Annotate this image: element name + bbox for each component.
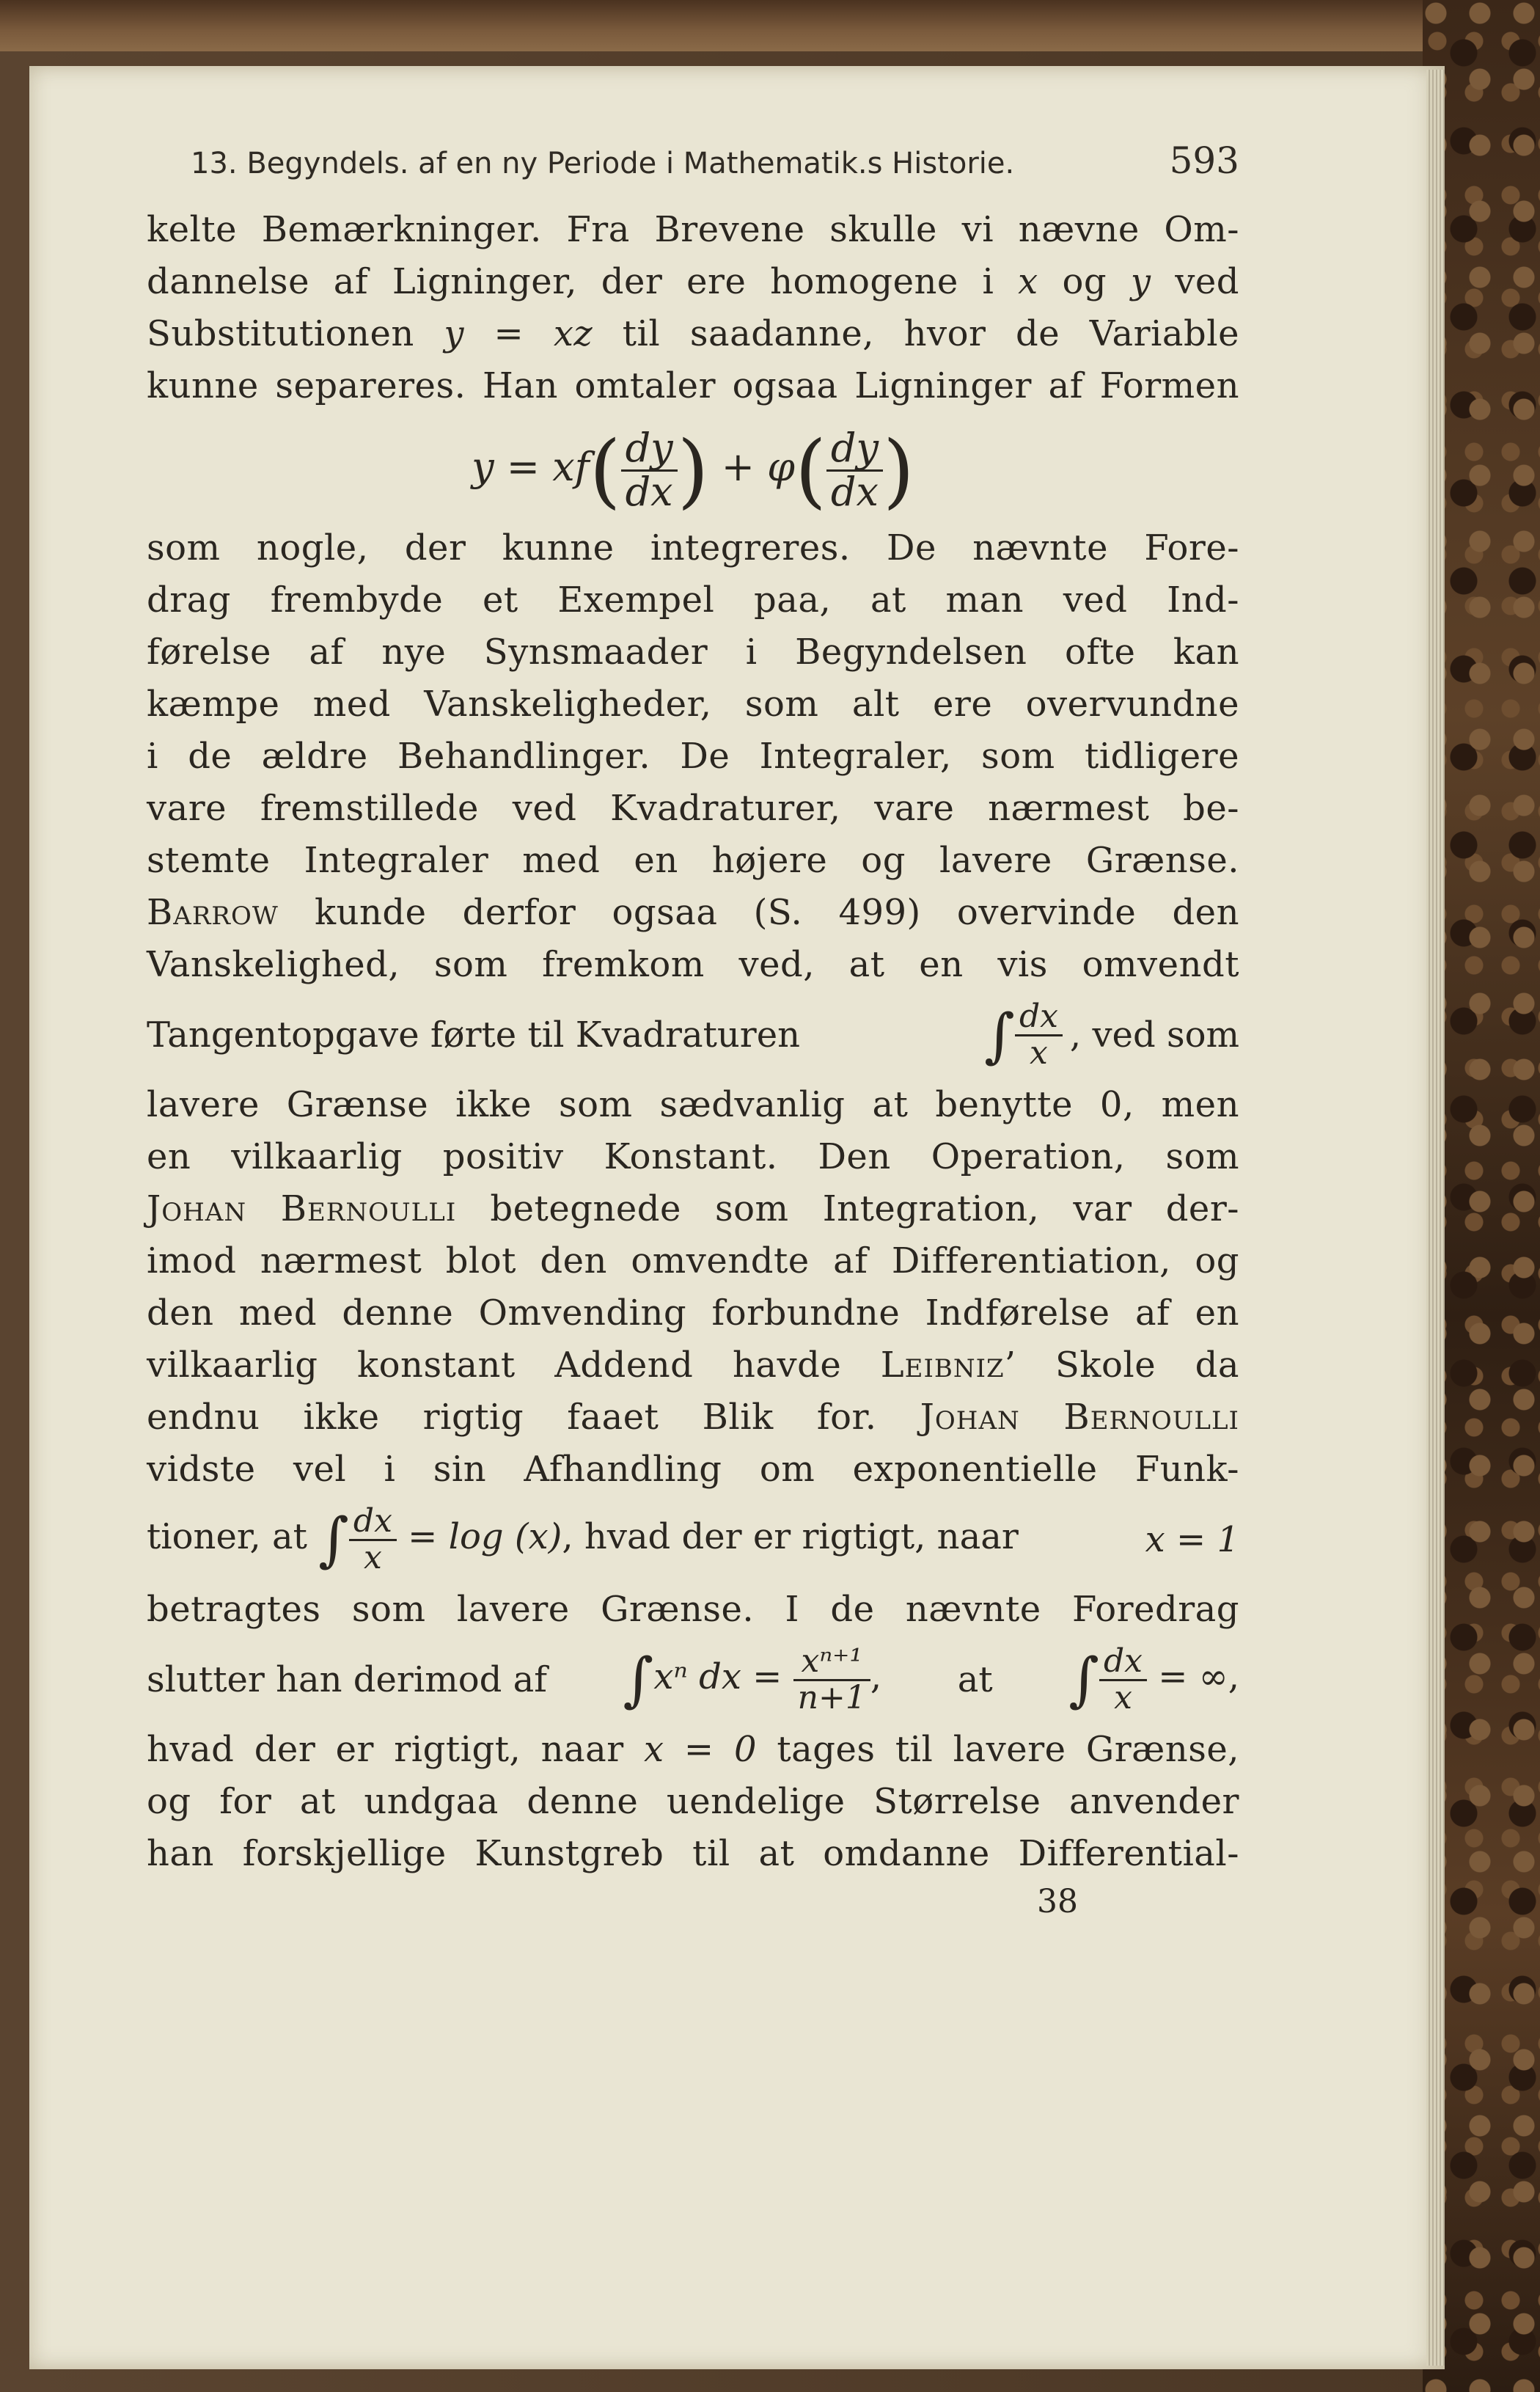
text-line-with-integral: Tangentopgave førte til Kvadraturen ∫ $\frac{dx}{x}$ , ved som (147, 998, 1239, 1072)
text-line: kunne separeres. Han omtaler ogsaa Ligninger af Formen (147, 365, 1239, 406)
text-line: og for at undgaa denne uendelige Størrelse anvender (147, 1781, 1239, 1822)
text-line: hvad der er rigtigt, naar x = 0 tages til lavere Grænse, (147, 1729, 1240, 1770)
text-line: stemte Integraler med en højere og lavere Grænse. (147, 840, 1239, 881)
page-edges (1426, 70, 1445, 2366)
running-title: 13. Begyndels. af en ny Periode i Mathematik.s Historie. (191, 147, 1015, 180)
text-line: førelse af nye Synsmaader i Begyndelsen ofte kan (147, 632, 1239, 673)
text-line-with-integral: slutter han derimod af ∫xⁿ dx = $\frac{\text{xⁿ⁺¹}}{n+1}$ , at ∫ $\frac{dx}{x}$ = ∞, (147, 1642, 1239, 1716)
running-head (147, 139, 1239, 182)
text-line: dannelse af Ligninger, der ere homogene i x og y ved (147, 261, 1239, 302)
book-binding-top (0, 0, 1540, 51)
text-line: kæmpe med Vanskeligheder, som alt ere overvundne (147, 684, 1239, 725)
text-line: endnu ikke rigtig faaet Blik for. Johan Bernoulli (147, 1397, 1239, 1438)
text-line: kelte Bemærkninger. Fra Brevene skulle vi nævne Om- (147, 209, 1239, 250)
text-block (147, 139, 1239, 1924)
text-line: betragtes som lavere Grænse. I de nævnte Foredrag (147, 1589, 1239, 1630)
text-line: lavere Grænse ikke som sædvanlig at benytte 0, men (147, 1084, 1239, 1125)
text-line: den med denne Omvending forbundne Indførelse af en (147, 1292, 1239, 1334)
text-line: vidste vel i sin Afhandling om exponentielle Funk- (147, 1449, 1239, 1490)
text-line-with-integral: tioner, at ∫ $\frac{dx}{x}$ = log (x), hvad der er rigtigt, naar x = 1 (147, 1502, 1239, 1576)
page-number: 593 (1169, 139, 1239, 182)
text-line: i de ældre Behandlinger. De Integraler, som tidligere (147, 736, 1239, 777)
text-line: imod nærmest blot den omvendte af Differentiation, og (147, 1240, 1239, 1281)
text-line: en vilkaarlig positiv Konstant. Den Operation, som (147, 1136, 1239, 1177)
display-equation: y = xf( $\frac{dy}{dx}$ ) + φ( $\frac{dy}{dx}$ ) (472, 423, 914, 517)
text-line: Vanskelighed, som fremkom ved, at en vis omvendt (147, 944, 1239, 985)
text-line: vilkaarlig konstant Addend havde Leibniz’ Skole da (147, 1345, 1239, 1386)
text-line: Barrow kunde derfor ogsaa (S. 499) overvinde den (147, 892, 1239, 933)
text-line: Substitutionen y = xz til saadanne, hvor de Variable (147, 313, 1239, 354)
text-line: drag frembyde et Exempel paa, at man ved Ind- (147, 579, 1239, 621)
text-line: som nogle, der kunne integreres. De nævnte Fore- (147, 527, 1239, 568)
text-line: Johan Bernoulli betegnede som Integration, var der- (147, 1188, 1239, 1229)
text-line: vare fremstillede ved Kvadraturer, vare nærmest be- (147, 788, 1239, 829)
signature-mark: 38 (1037, 1883, 1078, 1920)
text-line: han forskjellige Kunstgreb til at omdanne Differential- (147, 1833, 1239, 1874)
